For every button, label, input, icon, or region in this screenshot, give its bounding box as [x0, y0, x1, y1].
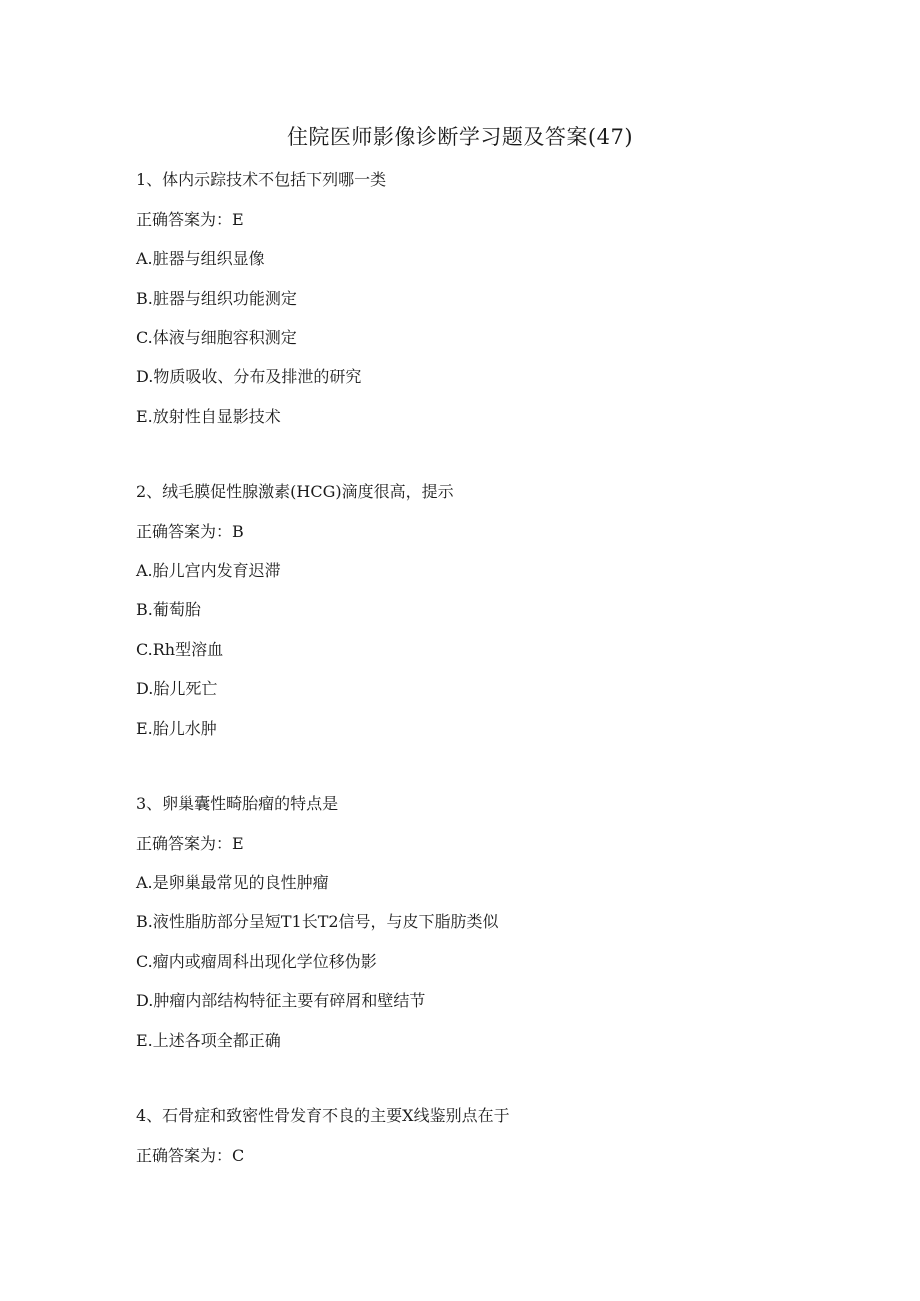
option-e: E.胎儿水肿: [136, 719, 217, 738]
option-a: A.脏器与组织显像: [136, 249, 265, 268]
question-stem: 2、绒毛膜促性腺激素(HCG)滴度很高，提示: [136, 482, 454, 501]
option-c: C.体液与细胞容积测定: [136, 328, 297, 347]
option-a: A.胎儿宫内发育迟滞: [136, 561, 281, 580]
correct-answer: 正确答案为：E: [136, 834, 244, 853]
question-stem: 4、石骨症和致密性骨发育不良的主要X线鉴别点在于: [136, 1106, 510, 1125]
option-c: C.Rh型溶血: [136, 640, 224, 659]
question-stem: 1、体内示踪技术不包括下列哪一类: [136, 170, 387, 189]
correct-answer: 正确答案为：E: [136, 210, 244, 229]
document-title: 住院医师影像诊断学习题及答案(47): [286, 125, 634, 149]
question-stem: 3、卵巢囊性畸胎瘤的特点是: [136, 794, 339, 813]
option-b: B.液性脂肪部分呈短T1长T2信号，与皮下脂肪类似: [136, 912, 499, 931]
option-e: E.放射性自显影技术: [136, 407, 281, 426]
option-b: B.脏器与组织功能测定: [136, 289, 297, 308]
correct-answer: 正确答案为：B: [136, 522, 244, 541]
option-a: A.是卵巢最常见的良性肿瘤: [136, 873, 329, 892]
correct-answer: 正确答案为：C: [136, 1146, 245, 1165]
option-d: D.物质吸收、分布及排泄的研究: [136, 367, 362, 386]
option-d: D.肿瘤内部结构特征主要有碎屑和壁结节: [136, 991, 426, 1010]
option-d: D.胎儿死亡: [136, 679, 218, 698]
option-b: B.葡萄胎: [136, 600, 201, 619]
option-e: E.上述各项全都正确: [136, 1031, 281, 1050]
option-c: C.瘤内或瘤周科出现化学位移伪影: [136, 952, 377, 971]
